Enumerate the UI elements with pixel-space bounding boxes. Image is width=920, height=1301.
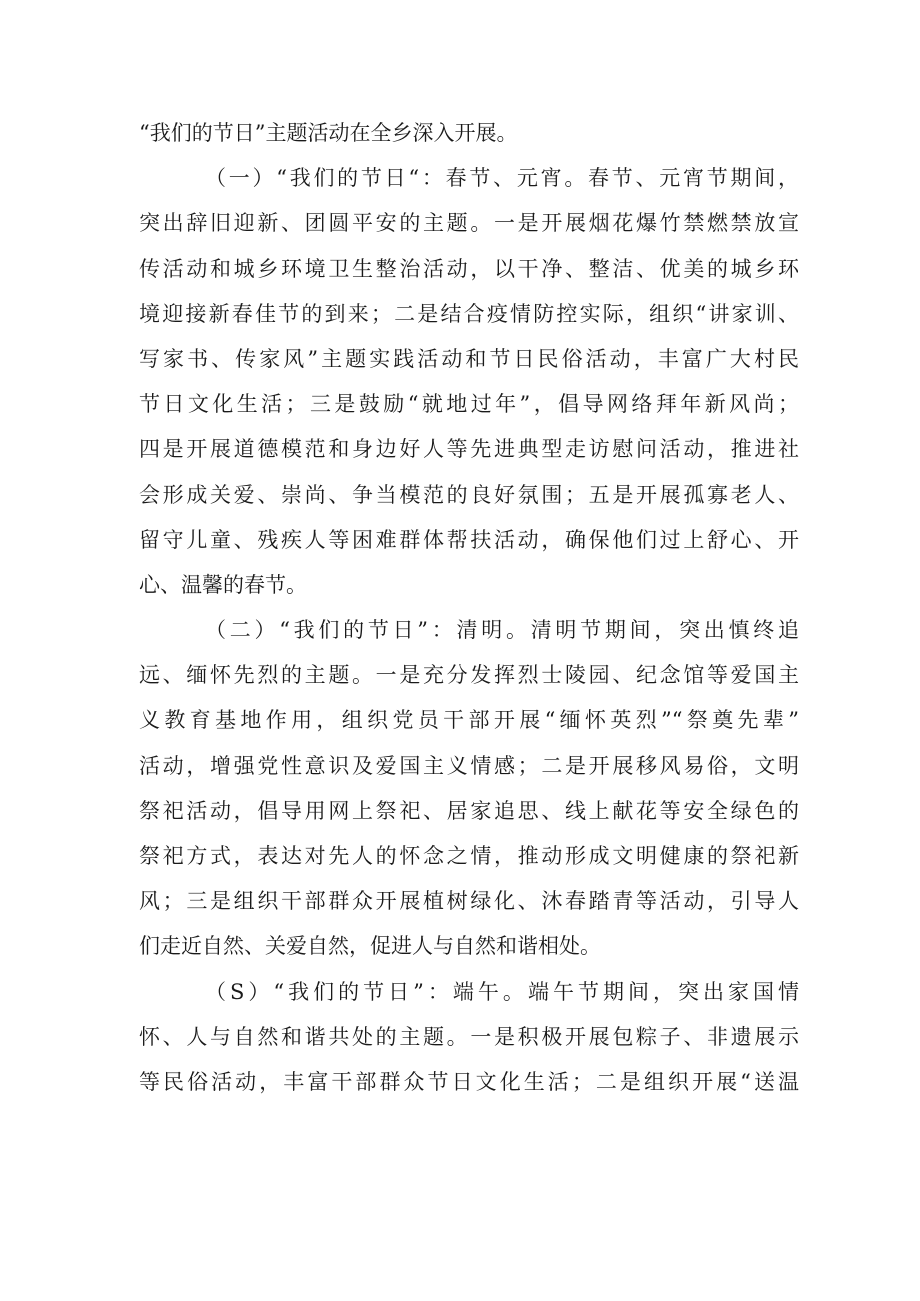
section-heading-line: （二）“我们的节日”：清明。清明节期间，突出慎终追 (205, 618, 799, 643)
text-line: 传活动和城乡环境卫生整治活动，以干净、整洁、优美的城乡环 (139, 256, 799, 281)
text-line: 写家书、传家风”主题实践活动和节日民俗活动，丰富广大村民 (139, 346, 799, 371)
text-line: 境迎接新春佳节的到来；二是结合疫情防控实际，组织“讲家训、 (139, 301, 799, 326)
text-line: “我们的节日”主题活动在全乡深入开展。 (139, 121, 518, 145)
text-line: 活动，增强党性意识及爱国主义情感；二是开展移风易俗，文明 (139, 753, 799, 778)
section-heading-line: （S）“我们的节日”：端午。端午节期间，突出家国情 (205, 979, 799, 1004)
text-line: 祭祀活动，倡导用网上祭祀、居家追思、线上献花等安全绿色的 (139, 798, 799, 823)
body-text (139, 111, 799, 1105)
text-line: 会形成关爱、崇尚、争当模范的良好氛围；五是开展孤寡老人、 (139, 482, 799, 507)
text-line: 们走近自然、关爱自然，促进人与自然和谐相处。 (139, 934, 601, 959)
section-heading-line: （一）“我们的节日“：春节、元宵。春节、元宵节期间， (205, 166, 799, 191)
text-line: 远、缅怀先烈的主题。一是充分发挥烈士陵园、纪念馆等爱国主 (139, 663, 799, 688)
text-line: 祭祀方式，表达对先人的怀念之情，推动形成文明健康的祭祀新 (139, 844, 799, 868)
text-line: 心、温馨的春节。 (139, 572, 307, 597)
text-line: 义教育基地作用，组织党员干部开展“缅怀英烈”“祭奠先辈” (139, 708, 799, 733)
text-line: 节日文化生活；三是鼓励“就地过年”，倡导网络拜年新风尚； (139, 392, 799, 417)
text-line: 等民俗活动，丰富干部群众节日文化生活；二是组织开展“送温 (139, 1069, 799, 1094)
text-line: 四是开展道德模范和身边好人等先进典型走访慰问活动，推进社 (139, 437, 799, 462)
text-line: 风；三是组织干部群众开展植树绿化、沐春踏青等活动，引导人 (139, 889, 799, 914)
text-line: 留守儿童、残疾人等困难群体帮扶活动，确保他们过上舒心、开 (139, 527, 799, 552)
text-line: 突出辞旧迎新、团圆平安的主题。一是开展烟花爆竹禁燃禁放宣 (139, 211, 799, 236)
text-line: 怀、人与自然和谐共处的主题。一是积极开展包粽子、非遗展示 (139, 1024, 799, 1049)
